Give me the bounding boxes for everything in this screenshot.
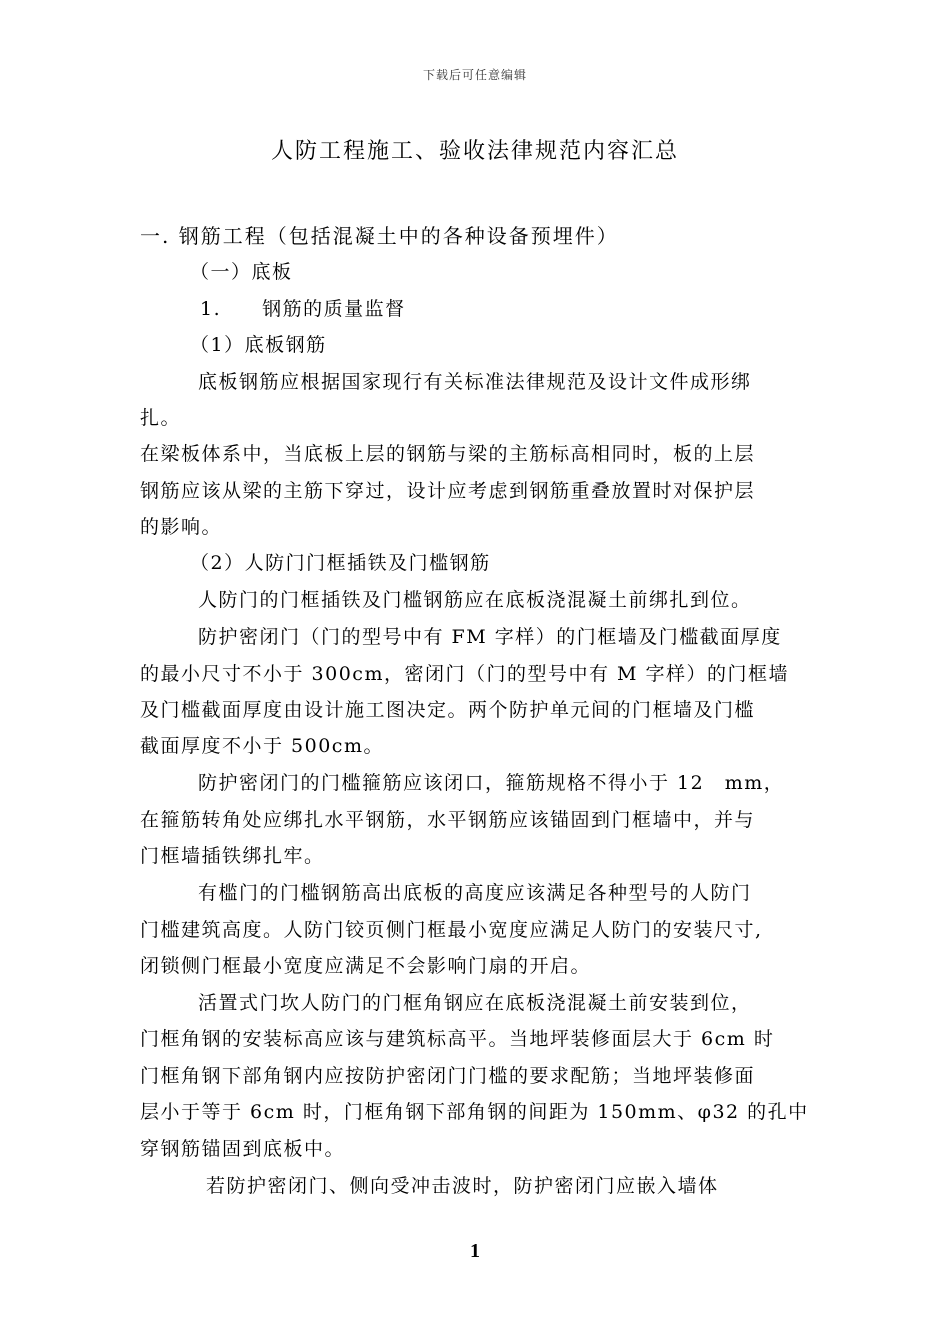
paragraph-line: 在箍筋转角处应绑扎水平钢筋，水平钢筋应该锚固到门框墙中，并与 bbox=[140, 809, 756, 831]
paragraph-line: 防护密闭门的门槛箍筋应该闭口，箍筋规格不得小于 12 mm， bbox=[198, 772, 785, 794]
paragraph-line: 及门槛截面厚度由设计施工图决定。两个防护单元间的门框墙及门槛 bbox=[140, 699, 756, 721]
paragraph-line: 门框角钢下部角钢内应按防护密闭门门槛的要求配筋；当地坪装修面 bbox=[140, 1065, 756, 1087]
paragraph-line: 层小于等于 6cm 时，门框角钢下部角钢的间距为 150mm、φ32 的孔中 bbox=[140, 1101, 809, 1123]
paragraph-line: 扎。 bbox=[140, 407, 182, 429]
paragraph-line: 钢筋应该从梁的主筋下穿过，设计应考虑到钢筋重叠放置时对保护层 bbox=[140, 480, 756, 502]
paragraph-line: 门框墙插铁绑扎牢。 bbox=[140, 845, 325, 867]
subsection-heading: （一）底板 bbox=[190, 261, 293, 283]
paragraph-line: 人防门的门框插铁及门槛钢筋应在底板浇混凝土前绑扎到位。 bbox=[198, 589, 752, 611]
page-title: 人防工程施工、验收法律规范内容汇总 bbox=[270, 139, 679, 164]
paragraph-line: 截面厚度不小于 500cm。 bbox=[140, 735, 384, 757]
sub-item-heading: （1）底板钢筋 bbox=[190, 334, 327, 356]
paragraph-line: 若防护密闭门、侧向受冲击波时，防护密闭门应嵌入墙体 bbox=[206, 1175, 719, 1197]
section-heading: 一. 钢筋工程（包括混凝土中的各种设备预埋件） bbox=[140, 224, 619, 248]
paragraph-line: 底板钢筋应根据国家现行有关标准法律规范及设计文件成形绑 bbox=[198, 371, 752, 393]
paragraph-line: 闭锁侧门框最小宽度应满足不会影响门扇的开启。 bbox=[140, 955, 592, 977]
paragraph-line: 穿钢筋锚固到底板中。 bbox=[140, 1138, 346, 1160]
paragraph-line: 门槛建筑高度。人防门铰页侧门框最小宽度应满足人防门的安装尺寸, bbox=[140, 919, 763, 941]
paragraph-line: 门框角钢的安装标高应该与建筑标高平。当地坪装修面层大于 6cm 时 bbox=[140, 1028, 775, 1050]
page-number: 1 bbox=[470, 1240, 480, 1262]
paragraph-line: 在梁板体系中，当底板上层的钢筋与梁的主筋标高相同时，板的上层 bbox=[140, 443, 756, 465]
paragraph-line: 活置式门坎人防门的门框角钢应在底板浇混凝土前安装到位， bbox=[198, 992, 752, 1014]
page-header: 下载后可任意编辑 bbox=[422, 68, 527, 82]
paragraph-line: 的影响。 bbox=[140, 516, 223, 538]
paragraph-line: 的最小尺寸不小于 300cm，密闭门（门的型号中有 M 字样）的门框墙 bbox=[140, 663, 789, 685]
sub-item-heading: （2）人防门门框插铁及门槛钢筋 bbox=[190, 552, 491, 574]
paragraph-line: 有槛门的门槛钢筋高出底板的高度应该满足各种型号的人防门 bbox=[198, 882, 752, 904]
item-heading: 1. 钢筋的质量监督 bbox=[200, 298, 406, 320]
paragraph-line: 防护密闭门（门的型号中有 FM 字样）的门框墙及门槛截面厚度 bbox=[198, 626, 782, 648]
